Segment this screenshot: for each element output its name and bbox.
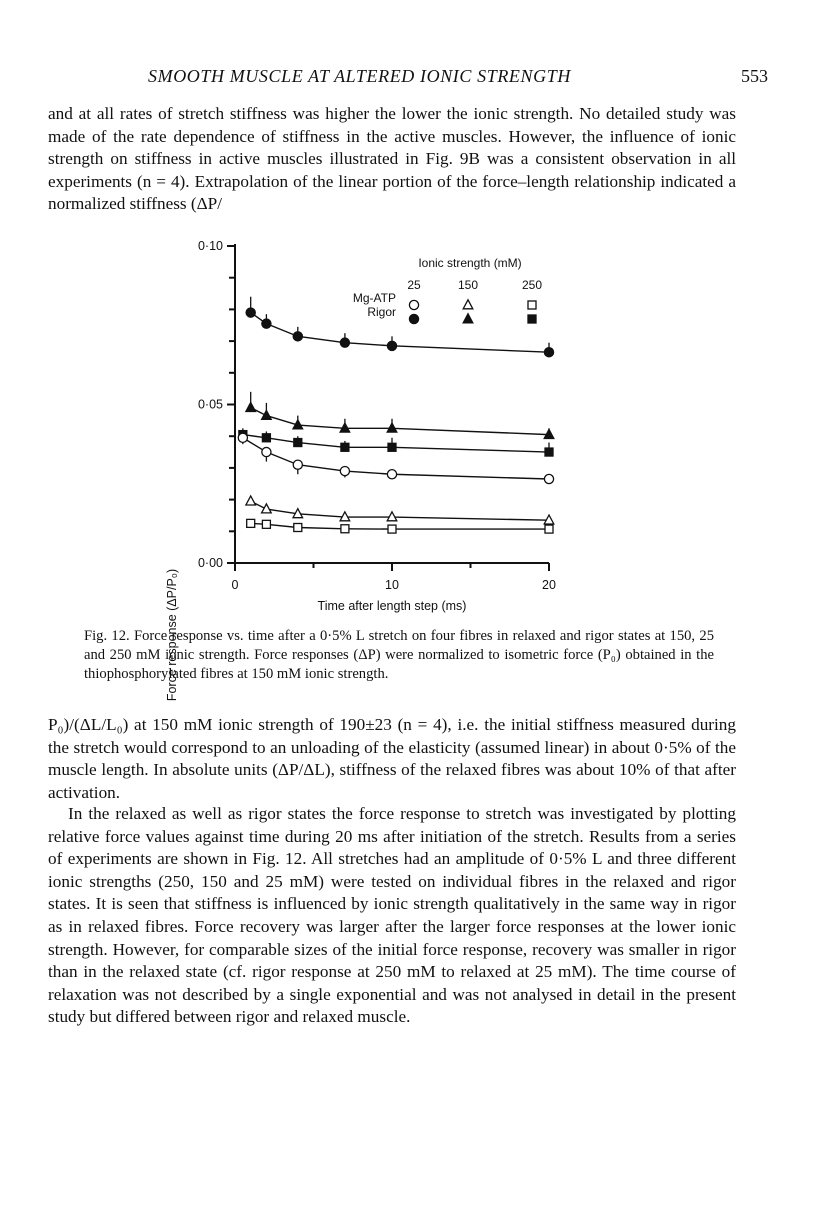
legend-marker — [409, 300, 418, 309]
legend-marker — [463, 314, 473, 323]
legend-header: Ionic strength (mM) — [418, 256, 522, 270]
figure-caption: Fig. 12. Force response vs. time after a 0·5% L stretch on four fibres in relaxed and rigor states at 150, 25 and 250 mM ionic strength. Force responses (ΔP) were normalized to isometric force (P₀) obtained in the thiophosphorylated fibres at 150 mM ionic strength. — [84, 628, 714, 682]
data-point — [246, 308, 255, 317]
running-title: SMOOTH MUSCLE AT ALTERED IONIC STRENGTH — [148, 66, 571, 86]
data-point — [388, 525, 396, 533]
data-point — [246, 402, 256, 411]
data-point — [294, 439, 302, 447]
series-rigor-25 — [246, 297, 554, 357]
data-point — [262, 504, 272, 513]
paragraph-continued: P₀)/(ΔL/L₀) at 150 mM ionic strength of 190±23 (n = 4), i.e. the initial stiffness measured during the stretch would correspond to an unloading of the elasticity (assumed linear) in about 0·5% of the muscle length. In absolute units (ΔP/ΔL), stiffness of the relaxed fibres was about 10% of that after activation. — [48, 715, 736, 802]
data-point — [544, 474, 553, 483]
data-point — [387, 341, 396, 350]
data-point — [341, 525, 349, 533]
paragraph-relaxed-rigor: In the relaxed as well as rigor states the force response to stretch was investigated by plotting relative force values against time during 20 ms after initiation of the stretch. Results from a series of experiments are shown in Fig. 12. All stretches had an amplitude of 0·5% L and three different ionic strengths (250, 150 and 25 mM) were tested on individual fibres in the relaxed and rigor states. It is seen that stiffness is influenced by ionic strength qualitatively in the same way in rigor as in relaxed fibres. Force recovery was larger after the larger force responses at the lower ionic strength. However, for comparable sizes of the initial force response, recovery was smaller in rigor than in the relaxed state (cf. rigor response at 250 mM to relaxed at 25 mM). The time course of relaxation was not described by a single exponential and was not analysed in detail in the present study but differed between rigor and relaxed muscle. — [48, 804, 736, 1027]
series-relaxed-250 — [247, 519, 553, 533]
legend-strength: 250 — [521, 278, 543, 292]
legend-marker — [463, 300, 473, 309]
legend-strength: 150 — [457, 278, 479, 292]
legend-marker — [409, 314, 418, 323]
x-axis-label: Time after length step (ms) — [317, 599, 467, 613]
data-point — [341, 443, 349, 451]
data-point — [340, 338, 349, 347]
page-header — [48, 66, 768, 90]
series-rigor-150 — [246, 392, 554, 439]
legend-row-label: Rigor — [367, 305, 396, 319]
legend-marker — [528, 301, 536, 309]
y-axis-label: Force response (ΔP/P₀) — [165, 568, 179, 702]
y-tick-label: 0·10 — [197, 239, 223, 253]
series-relaxed-150 — [246, 496, 554, 524]
data-point — [262, 447, 271, 456]
page-number: 553 — [741, 66, 768, 86]
data-point — [388, 443, 396, 451]
x-tick-label: 20 — [542, 578, 556, 592]
series-line — [251, 408, 549, 435]
data-point — [545, 448, 553, 456]
data-point — [545, 525, 553, 533]
data-point — [247, 519, 255, 527]
x-tick-label: 10 — [385, 578, 399, 592]
data-point — [340, 466, 349, 475]
data-point — [262, 520, 270, 528]
legend-row-label: Mg-ATP — [352, 291, 396, 305]
data-point — [262, 319, 271, 328]
data-point — [262, 434, 270, 442]
data-point — [293, 332, 302, 341]
data-point — [238, 433, 247, 442]
paragraph-top: and at all rates of stretch stiffness was higher the lower the ionic strength. No detailed study was made of the rate dependence of stiffness in the active muscles. However, the influence of ionic strength on stiffness in active muscles illustrated in Fig. 9B was a consistent observation in all experiments (n = 4). Extrapolation of the linear portion of the force–length relationship indicated a normalized stiffness (ΔP/ — [48, 104, 736, 214]
data-point — [246, 496, 256, 505]
x-tick-label: 0 — [231, 578, 239, 592]
data-point — [544, 348, 553, 357]
y-tick-label: 0·05 — [197, 397, 223, 412]
data-point — [294, 523, 302, 531]
legend-strength: 25 — [407, 278, 421, 292]
data-point — [262, 410, 272, 419]
data-point — [387, 512, 397, 521]
data-point — [387, 470, 396, 479]
legend-marker — [528, 315, 536, 323]
data-point — [293, 460, 302, 469]
y-tick-label: 0·00 — [197, 556, 223, 570]
